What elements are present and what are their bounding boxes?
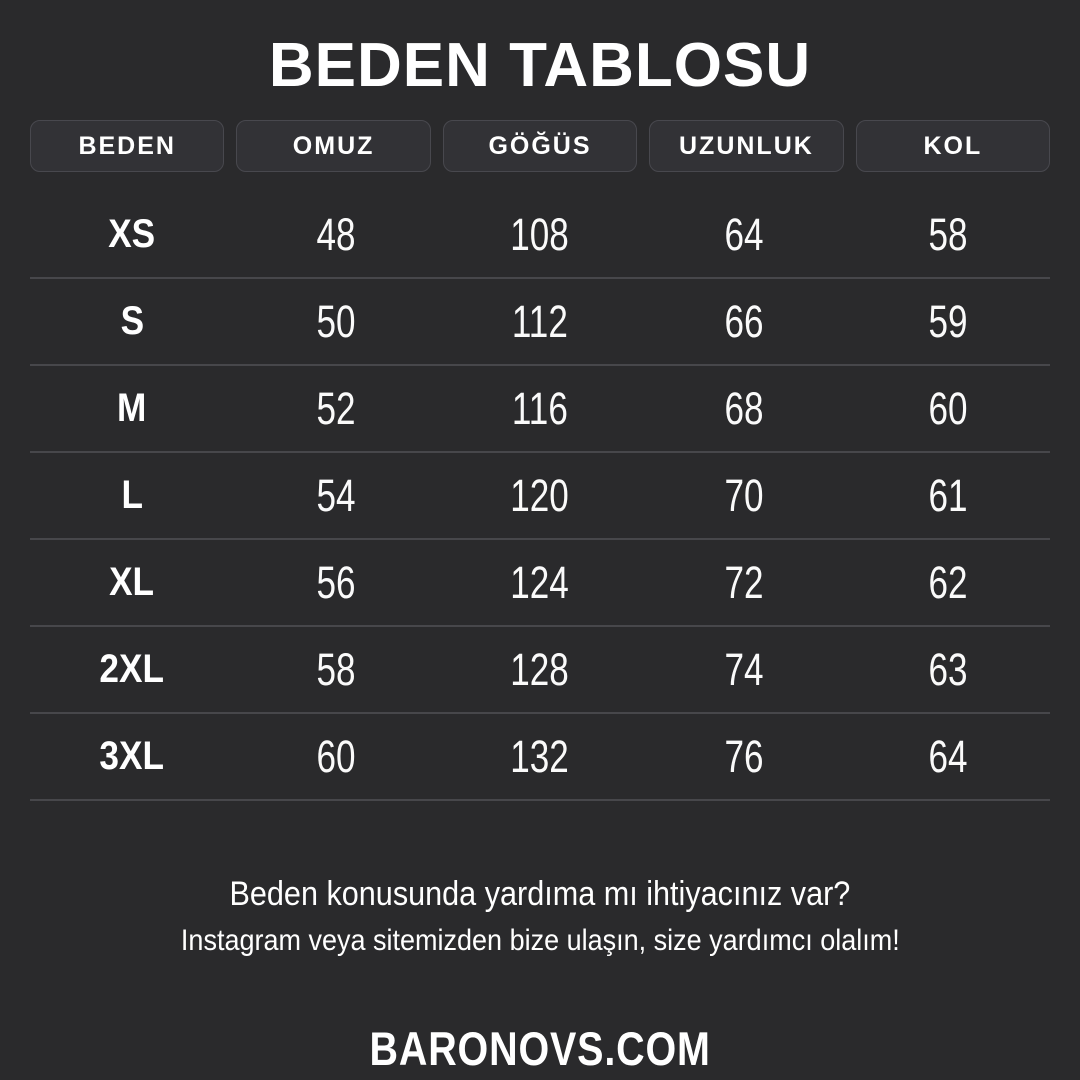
table-row: [30, 453, 1050, 540]
value-cell: 66: [724, 295, 764, 347]
size-cell: S: [120, 299, 144, 343]
header-chip-label: OMUZ: [292, 131, 375, 160]
value-cell-wrap: [438, 209, 642, 261]
value-cell-wrap: [234, 209, 438, 261]
value-cell: 60: [928, 382, 968, 434]
size-cell-wrap: [30, 647, 234, 692]
value-cell-wrap: [846, 557, 1050, 609]
value-cell-wrap: [234, 731, 438, 783]
value-cell: 61: [928, 469, 968, 521]
value-cell: 74: [724, 643, 764, 695]
value-cell-wrap: [438, 470, 642, 522]
size-cell-wrap: [30, 473, 234, 518]
value-cell: 120: [510, 469, 570, 521]
value-cell-wrap: [438, 383, 642, 435]
header-chip-omuz: [236, 120, 430, 172]
help-line-1-text: Beden konusunda yardıma mı ihtiyacınız var?: [229, 875, 851, 913]
value-cell: 56: [316, 556, 356, 608]
size-cell-wrap: [30, 560, 234, 605]
header-chip-label: GÖĞÜS: [488, 131, 592, 160]
value-cell-wrap: [438, 296, 642, 348]
value-cell: 132: [510, 730, 570, 782]
value-cell: 60: [316, 730, 356, 782]
value-cell: 68: [724, 382, 764, 434]
value-cell-wrap: [642, 383, 846, 435]
table-header-row: [30, 120, 1050, 172]
value-cell-wrap: [642, 731, 846, 783]
header-chip-label: UZUNLUK: [679, 131, 814, 160]
value-cell: 54: [316, 469, 356, 521]
table-row: [30, 192, 1050, 279]
size-cell: 2XL: [99, 647, 165, 691]
help-text-block: [0, 873, 1080, 959]
value-cell: 48: [316, 208, 356, 260]
table-row: [30, 366, 1050, 453]
table-row: [30, 279, 1050, 366]
size-cell: XS: [108, 212, 156, 256]
size-cell: M: [117, 386, 147, 430]
help-line-1: [0, 873, 1080, 915]
header-chip-uzunluk: [649, 120, 843, 172]
size-cell: XL: [109, 560, 155, 604]
header-chip-label: BEDEN: [78, 131, 176, 160]
help-line-2-text: Instagram veya sitemizden bize ulaşın, size yardımcı olalım!: [180, 924, 900, 957]
value-cell-wrap: [438, 731, 642, 783]
table-row: [30, 714, 1050, 801]
size-cell-wrap: [30, 386, 234, 431]
value-cell: 62: [928, 556, 968, 608]
value-cell: 52: [316, 382, 356, 434]
value-cell-wrap: [438, 644, 642, 696]
value-cell-wrap: [642, 209, 846, 261]
value-cell-wrap: [846, 296, 1050, 348]
header-chip-label: KOL: [923, 131, 983, 160]
value-cell-wrap: [234, 296, 438, 348]
size-cell-wrap: [30, 734, 234, 779]
value-cell-wrap: [642, 470, 846, 522]
header-chip-kol: [856, 120, 1050, 172]
header-chip-gogus: [443, 120, 637, 172]
value-cell: 124: [510, 556, 570, 608]
value-cell-wrap: [846, 731, 1050, 783]
value-cell-wrap: [846, 470, 1050, 522]
value-cell-wrap: [438, 557, 642, 609]
value-cell: 128: [510, 643, 570, 695]
value-cell: 59: [928, 295, 968, 347]
value-cell-wrap: [642, 644, 846, 696]
value-cell-wrap: [642, 557, 846, 609]
value-cell: 112: [512, 295, 568, 347]
value-cell: 76: [724, 730, 764, 782]
value-cell-wrap: [234, 644, 438, 696]
value-cell: 64: [928, 730, 968, 782]
value-cell-wrap: [234, 470, 438, 522]
value-cell-wrap: [846, 209, 1050, 261]
value-cell: 50: [316, 295, 356, 347]
value-cell-wrap: [234, 557, 438, 609]
size-cell: L: [121, 473, 143, 517]
table-body: [30, 192, 1050, 801]
value-cell: 58: [316, 643, 356, 695]
value-cell: 72: [724, 556, 764, 608]
brand-name: BARONOVS.COM: [369, 1022, 711, 1075]
value-cell: 108: [510, 208, 570, 260]
value-cell-wrap: [642, 296, 846, 348]
value-cell: 58: [928, 208, 968, 260]
size-cell: 3XL: [99, 734, 165, 778]
table-row: [30, 627, 1050, 714]
size-cell-wrap: [30, 299, 234, 344]
page-title: BEDEN TABLOSU: [268, 31, 812, 100]
value-cell-wrap: [846, 644, 1050, 696]
value-cell: 64: [724, 208, 764, 260]
size-cell-wrap: [30, 212, 234, 257]
help-line-2: [0, 923, 1080, 959]
value-cell: 116: [512, 382, 568, 434]
value-cell: 70: [724, 469, 764, 521]
value-cell-wrap: [846, 383, 1050, 435]
header-chip-beden: [30, 120, 224, 172]
value-cell: 63: [928, 643, 968, 695]
brand-footer: [0, 1023, 1080, 1075]
table-row: [30, 540, 1050, 627]
value-cell-wrap: [234, 383, 438, 435]
